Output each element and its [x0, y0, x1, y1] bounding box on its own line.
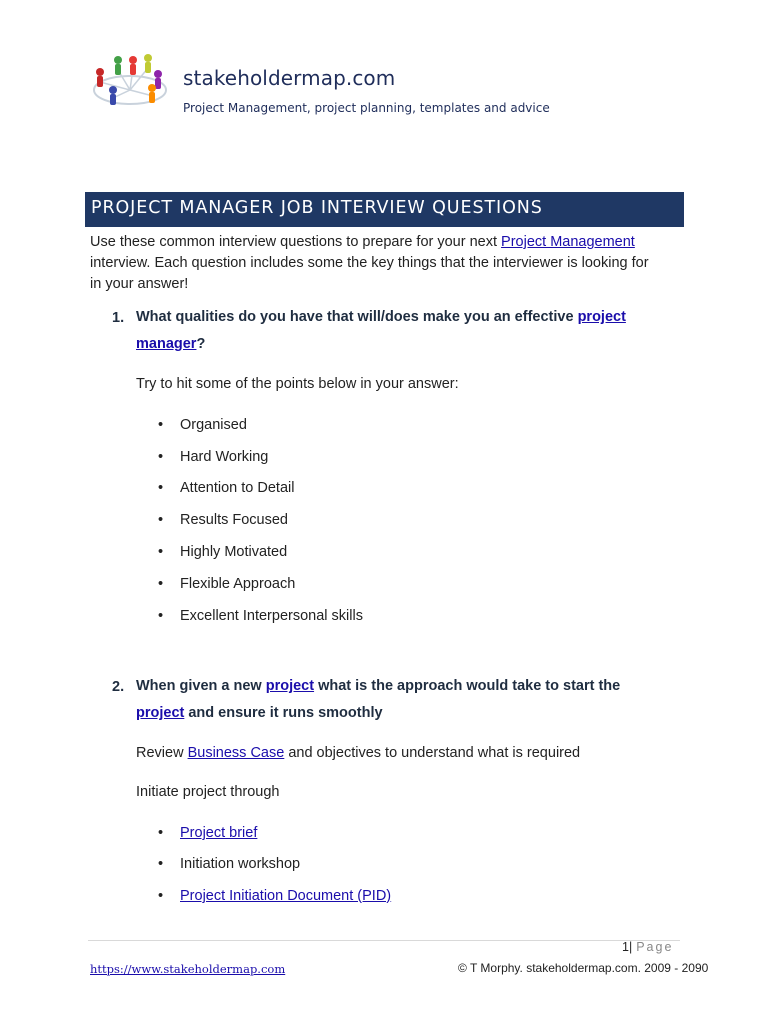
bullet-icon: • — [158, 576, 164, 592]
bullet-icon: • — [158, 512, 164, 528]
page-word: Page — [636, 940, 674, 954]
project-link[interactable]: project — [577, 309, 626, 325]
bullet-icon: • — [158, 449, 164, 465]
review-text-after: and objectives to understand what is required — [284, 745, 581, 761]
question-2-text-before: When given a new — [136, 678, 266, 694]
question-1-prompt: Try to hit some of the points below in your answer: — [136, 376, 459, 392]
title-bar — [85, 192, 684, 227]
project-link[interactable]: project — [136, 705, 185, 721]
bullet-icon: • — [158, 480, 164, 496]
question-1-end: ? — [196, 336, 206, 352]
pid-link[interactable]: Project Initiation Document (PID) — [180, 888, 392, 904]
project-link[interactable]: project — [265, 678, 315, 694]
logo — [88, 52, 178, 118]
intro-line-2: interview. Each question includes some the key things that the interviewer is looking for — [90, 255, 649, 271]
question-1-heading — [136, 304, 676, 358]
footer-divider — [88, 940, 680, 941]
question-2-number: 2. — [112, 679, 125, 695]
bullet-icon: • — [158, 608, 164, 624]
bullet-icon: • — [158, 856, 164, 872]
review-text-before: Review — [136, 745, 188, 761]
business-case-link[interactable]: Business Case — [187, 745, 285, 761]
manager-link[interactable]: manager — [136, 336, 197, 352]
question-2-text-mid: what is the approach would take to start the — [314, 678, 621, 694]
project-management-link[interactable]: Project Management — [501, 234, 635, 250]
intro-paragraph — [90, 232, 690, 295]
review-line — [136, 745, 580, 761]
bullet-icon: • — [158, 544, 164, 560]
bullet-icon: • — [158, 825, 164, 841]
page-number-value: 1 — [622, 940, 629, 954]
bullet-icon: • — [158, 417, 164, 433]
question-2-heading — [136, 673, 676, 727]
footer-copyright: © T Morphy. stakeholdermap.com. 2009 - 2090 — [458, 961, 709, 975]
page-title: PROJECT MANAGER JOB INTERVIEW QUESTIONS — [91, 198, 543, 218]
page-separator: | — [628, 940, 633, 954]
bullet-icon: • — [158, 888, 164, 904]
intro-text-before: Use these common interview questions to prepare for your next — [90, 234, 502, 250]
footer-url-link[interactable]: https://www.stakeholdermap.com — [90, 962, 286, 976]
project-brief-link[interactable]: Project brief — [180, 825, 258, 841]
intro-line-1 — [90, 232, 690, 253]
site-name: stakeholdermap.com — [183, 66, 396, 90]
intro-line-3: in your answer! — [90, 276, 189, 292]
site-tagline: Project Management, project planning, templates and advice — [183, 101, 550, 115]
initiate-line: Initiate project through — [136, 784, 280, 800]
question-2-text-after: and ensure it runs smoothly — [184, 705, 383, 721]
question-1-text: What qualities do you have that will/does make you an effective — [136, 309, 578, 325]
question-1-number: 1. — [112, 310, 125, 326]
stakeholder-network-logo-icon — [88, 52, 178, 118]
page-number — [622, 940, 673, 954]
